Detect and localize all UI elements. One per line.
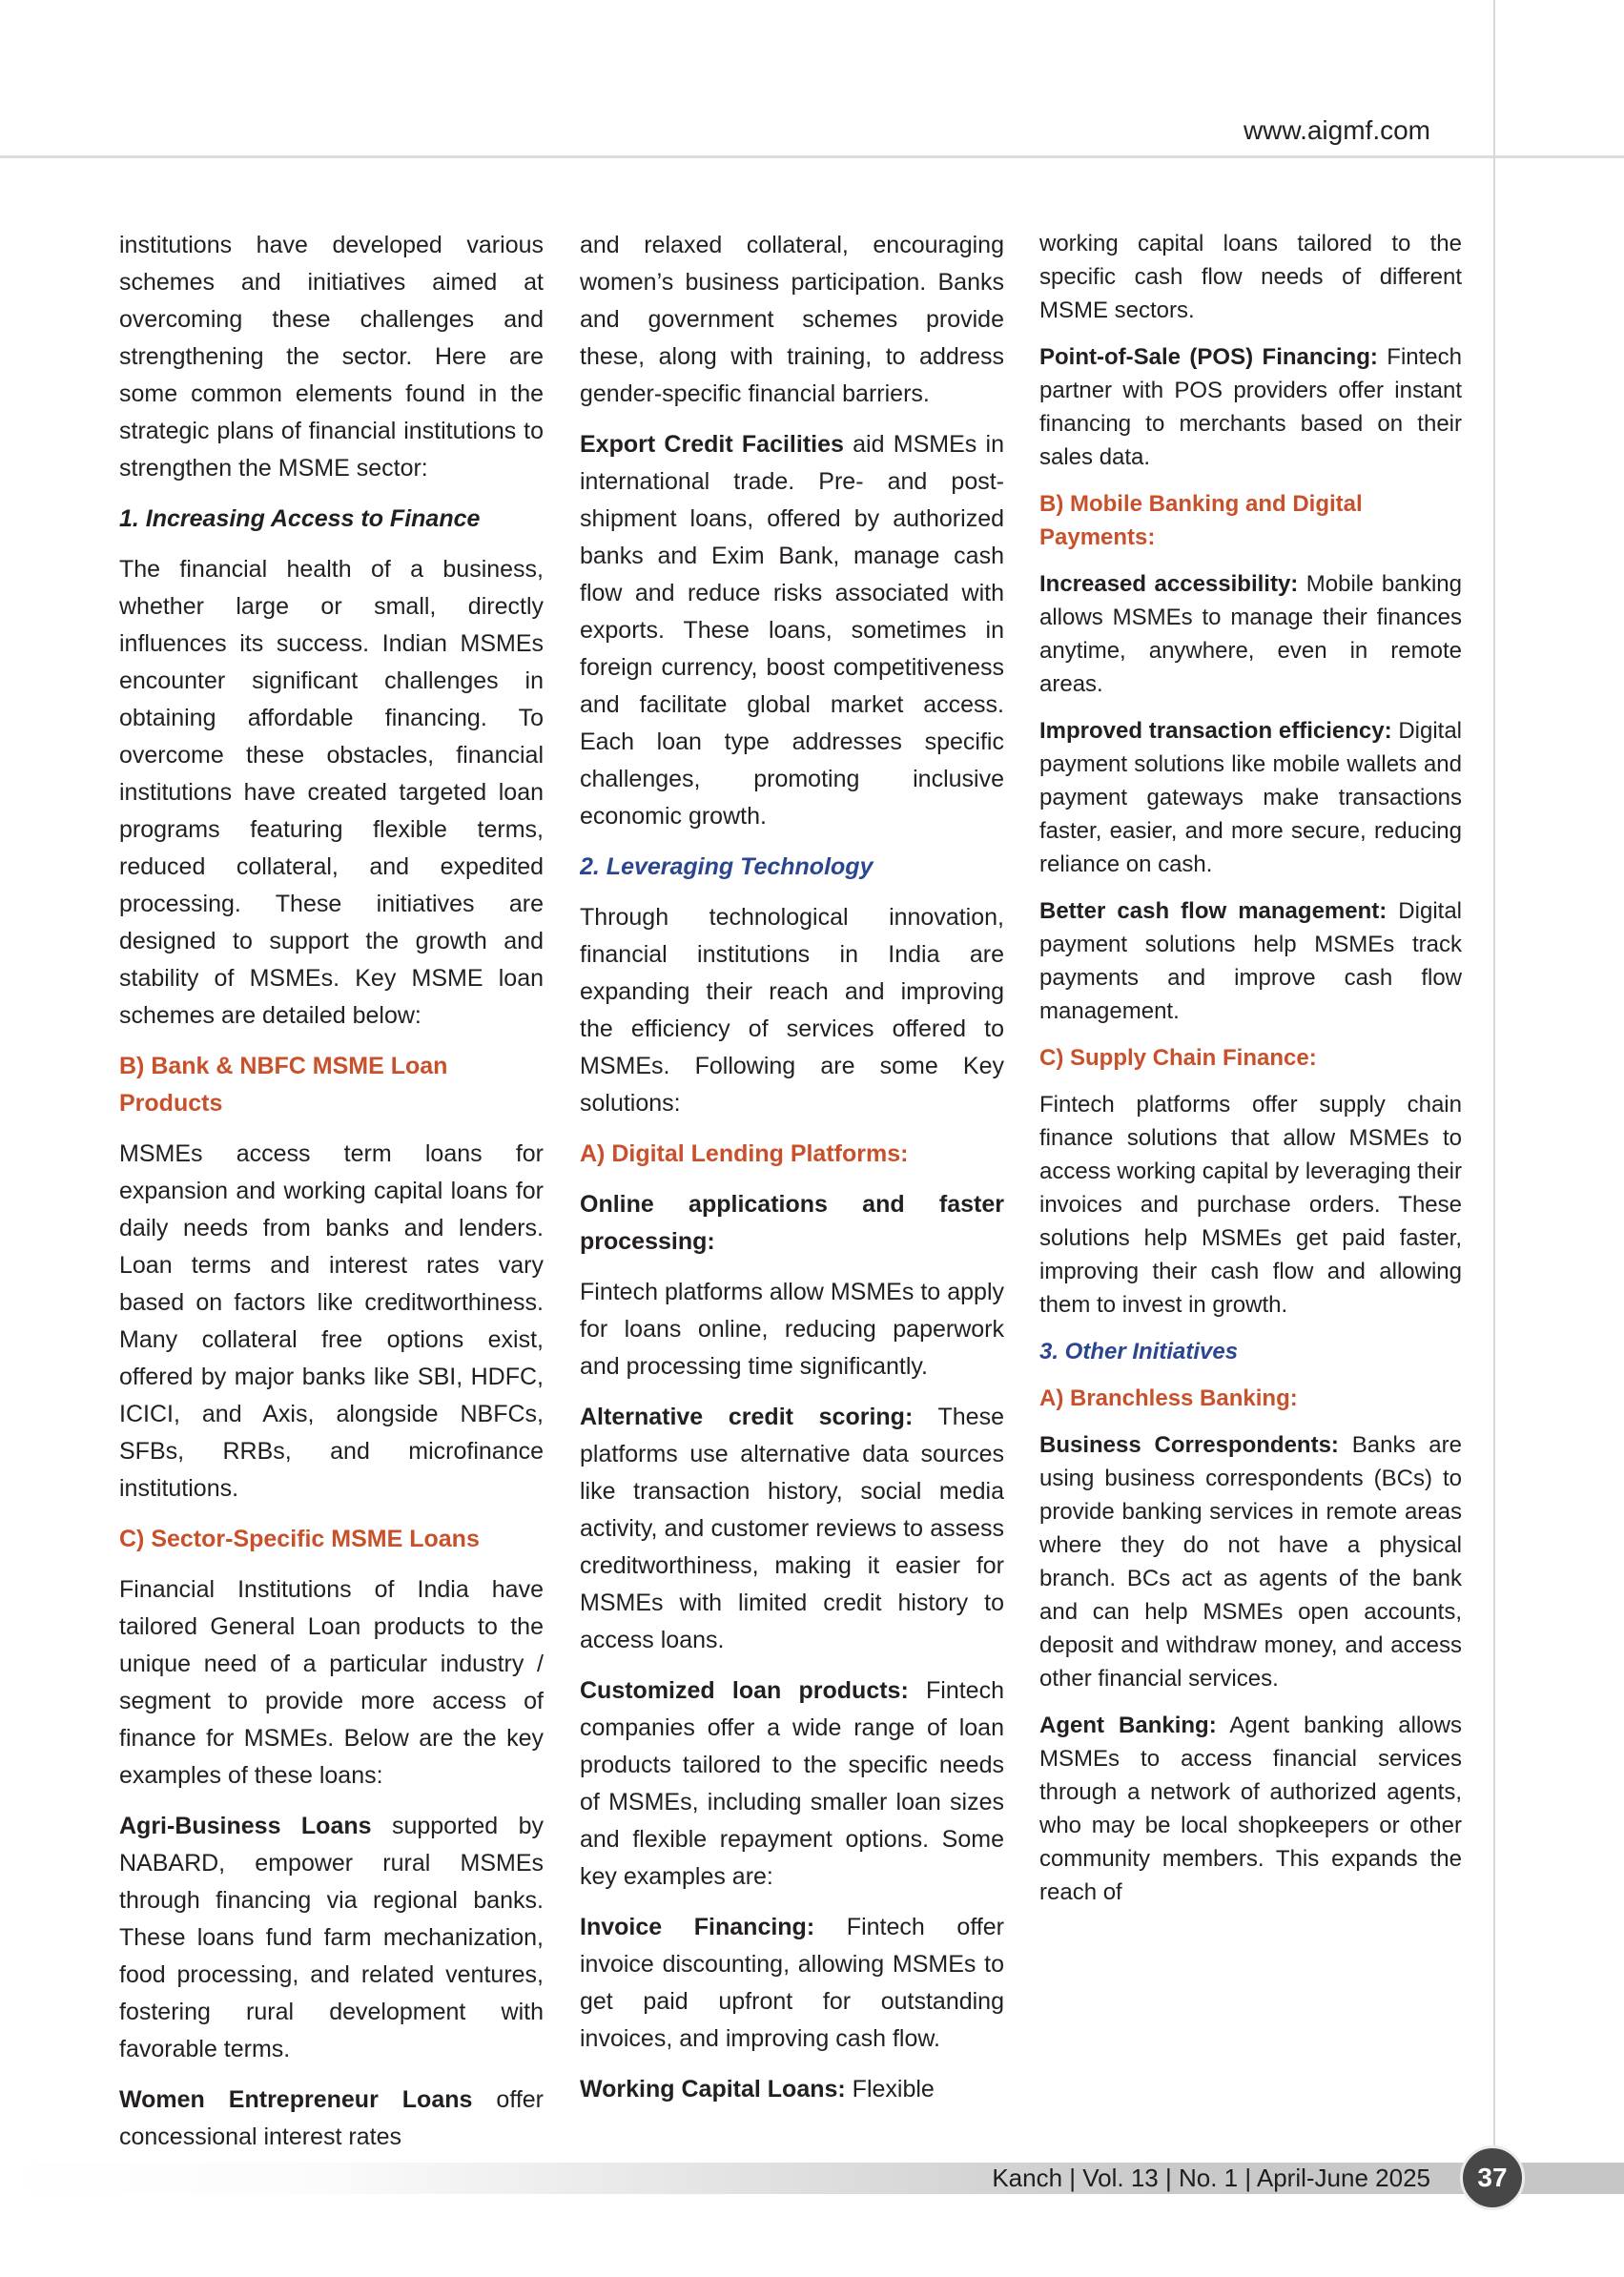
text-column-1 [119, 227, 544, 2161]
section-heading-lettered: A) Digital Lending Platforms: [580, 1140, 909, 1167]
paragraph: Better cash flow management: Digital payment solutions help MSMEs track payments and improve cash flow management. [1039, 898, 1462, 1024]
section-heading-numbered: 3. Other Initiatives [1039, 1339, 1239, 1364]
paragraph: Business Correspondents: Banks are using business correspondents (BCs) to provide banking services in remote areas where they do not have a physical branch. BCs act as agents of the bank and can help MSMEs open accounts, deposit and withdraw money, and access other financial services. [1039, 1432, 1462, 1692]
page-number-badge [1460, 2145, 1525, 2210]
paragraph: Agent Banking: Agent banking allows MSMEs to access financial services through a network of authorized agents, who may be local shopkeepers or other community members. This expands the reach of [1039, 1713, 1462, 1905]
paragraph: Agri-Business Loans supported by NABARD, empower rural MSMEs through financing via regional banks. These loans fund farm mechanization, food processing, and related ventures, fostering rural development with favorable terms. [119, 1813, 544, 2062]
paragraph: MSMEs access term loans for expansion and working capital loans for daily needs from banks and lenders. Loan terms and interest rates vary based on factors like creditworthiness. Many collateral free options exist, offered by major banks like SBI, HDFC, ICICI, and Axis, alongside NBFCs, SFBs, RRBs, and microfinance institutions. [119, 1140, 544, 1502]
paragraph: Point-of-Sale (POS) Financing: Fintech partner with POS providers offer instant financing to merchants based on their sales data. [1039, 344, 1462, 470]
paragraph: Export Credit Facilities aid MSMEs in international trade. Pre- and post-shipment loans, offered by authorized banks and Exim Bank, manage cash flow and reduce risks associated with exports. These loans, sometimes in foreign currency, boost competitiveness and facilitate global market access. Each loan type addresses specific challenges, promoting inclusive economic growth. [580, 431, 1004, 830]
paragraph: Increased accessibility: Mobile banking allows MSMEs to manage their finances anytime, anywhere, even in remote areas. [1039, 571, 1462, 697]
paragraph: Working Capital Loans: Flexible [580, 2076, 935, 2103]
paragraph: Customized loan products: Fintech companies offer a wide range of loan products tailored to the specific needs of MSMEs, including smaller loan sizes and flexible repayment options. Some key examples are: [580, 1677, 1004, 1890]
section-heading-lettered: C) Sector-Specific MSME Loans [119, 1526, 480, 1552]
text-column-3 [1039, 227, 1462, 2172]
section-heading-lettered: A) Branchless Banking: [1039, 1385, 1298, 1411]
paragraph: working capital loans tailored to the specific cash flow needs of different MSME sectors. [1039, 231, 1462, 323]
footer-citation: Kanch | Vol. 13 | No. 1 | April-June 2025 [992, 2164, 1430, 2192]
paragraph: Fintech platforms allow MSMEs to apply for loans online, reducing paperwork and processing time significantly. [580, 1279, 1004, 1380]
text-column-2 [580, 227, 1004, 2161]
paragraph: The financial health of a business, whether large or small, directly influences its success. Indian MSMEs encounter significant challenges in obtaining affordable financing. To overcome these obstacles, financial institutions have created targeted loan programs featuring flexible terms, reduced collateral, and expedited processing. These initiatives are designed to support the growth and stability of MSMEs. Key MSME loan schemes are detailed below: [119, 556, 544, 1029]
section-heading-numbered: 1. Increasing Access to Finance [119, 505, 481, 532]
header-divider [0, 155, 1624, 158]
page-number: 37 [1477, 2163, 1508, 2192]
section-heading-lettered: C) Supply Chain Finance: [1039, 1045, 1317, 1071]
section-heading-numbered: 2. Leveraging Technology [580, 853, 874, 880]
paragraph: Alternative credit scoring: These platforms use alternative data sources like transaction history, social media activity, and customer reviews to assess creditworthiness, making it easier for MSMEs with limited credit history to access loans. [580, 1404, 1004, 1653]
paragraph: Improved transaction efficiency: Digital payment solutions like mobile wallets and payment gateways make transactions faster, easier, and more secure, reducing reliance on cash. [1039, 718, 1462, 877]
sub-heading: Online applications and faster processing: [580, 1191, 1004, 1255]
paragraph: Financial Institutions of India have tailored General Loan products to the unique need of a particular industry / segment to provide more access of finance for MSMEs. Below are the key examples of these loans: [119, 1576, 544, 1789]
section-heading-lettered: B) Mobile Banking and Digital Payments: [1039, 491, 1363, 550]
website-url[interactable]: www.aigmf.com [1243, 115, 1430, 145]
section-heading-lettered: B) Bank & NBFC MSME Loan Products [119, 1053, 448, 1117]
paragraph: Invoice Financing: Fintech offer invoice discounting, allowing MSMEs to get paid upfront for outstanding invoices, and improving cash flow. [580, 1914, 1004, 2052]
paragraph: Fintech platforms offer supply chain finance solutions that allow MSMEs to access working capital by leveraging their invoices and purchase orders. These solutions help MSMEs get paid faster, improving their cash flow and allowing them to invest in growth. [1039, 1092, 1462, 1318]
paragraph: and relaxed collateral, encouraging women’s business participation. Banks and government schemes provide these, along with training, to address gender-specific financial barriers. [580, 232, 1004, 407]
right-margin-rule [1493, 0, 1495, 2163]
paragraph: Through technological innovation, financial institutions in India are expanding their reach and improving the efficiency of services offered to MSMEs. Following are some Key solutions: [580, 904, 1004, 1117]
paragraph: Women Entrepreneur Loans offer concessional interest rates [119, 2086, 544, 2150]
paragraph: institutions have developed various schemes and initiatives aimed at overcoming these challenges and strengthening the sector. Here are some common elements found in the strategic plans of financial institutions to strengthen the MSME sector: [119, 232, 544, 482]
